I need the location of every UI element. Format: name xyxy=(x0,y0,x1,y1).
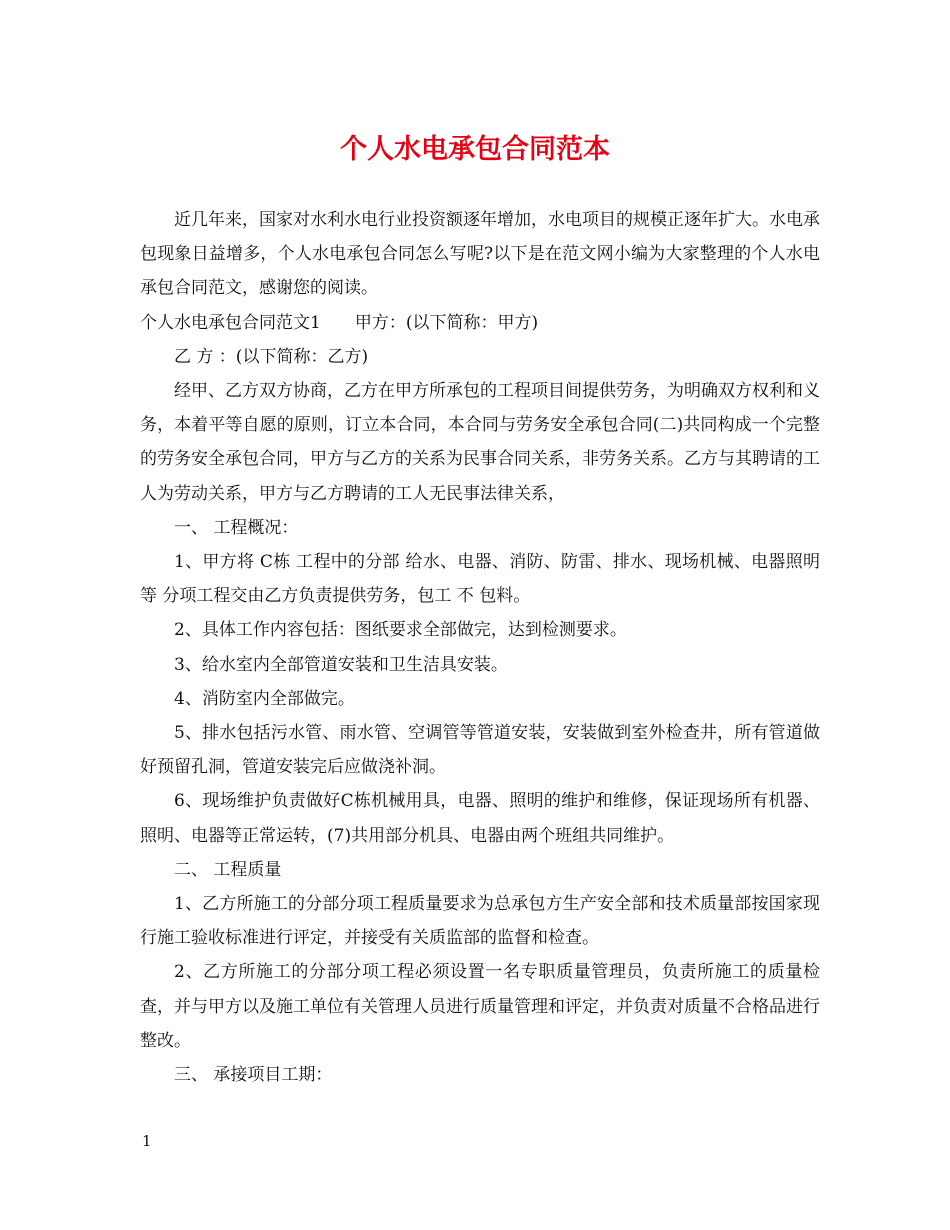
clause-3-water-supply: 3、给水室内全部管道安装和卫生洁具安装。 xyxy=(174,654,508,675)
quality-clause-1: 1、乙方所施工的分部分项工程质量要求为总承包方生产安全部和技术质量部按国家现行施工验收标准进行评定，并接受有关质监部的监督和检查。 xyxy=(140,894,820,949)
clause-4-fire-protection: 4、消防室内全部做完。 xyxy=(174,688,355,709)
section-heading-schedule: 三、 承接项目工期： xyxy=(174,1065,333,1086)
document-title: 个人水电承包合同范本 xyxy=(340,134,610,165)
quality-clause-2: 2、乙方所施工的分部分项工程必须设置一名专职质量管理员，负责所施工的质量检查，并与甲方以及施工单位有关管理人员进行质量管理和评定，并负责对质量不合格品进行整改。 xyxy=(140,962,820,1051)
contract-heading-party-a: 个人水电承包合同范文1 甲方：(以下简称：甲方) xyxy=(140,312,539,333)
intro-paragraph: 近几年来，国家对水利水电行业投资额逐年增加，水电项目的规模正逐年扩大。水电承包现象日益增多，个人水电承包合同怎么写呢?以下是在范文网小编为大家整理的个人水电承包合同范文，感谢您的阅读。 xyxy=(140,210,820,299)
section-heading-quality: 二、 工程质量 xyxy=(174,859,282,880)
clause-5-drainage: 5、排水包括污水管、雨水管、空调管等管道安装，安装做到室外检查井，所有管道做好预留孔洞，管道安装完后应做浇补洞。 xyxy=(140,723,820,778)
page-number: 1 xyxy=(142,1132,152,1150)
agreement-paragraph: 经甲、乙方双方协商，乙方在甲方所承包的工程项目间提供劳务，为明确双方权利和义务，本着平等自愿的原则，订立本合同，本合同与劳务安全承包合同(二)共同构成一个完整的劳务安全承包合同，甲方与乙方的关系为民事合同关系，非劳务关系。乙方与其聘请的工人为劳动关系，甲方与乙方聘请的工人无民事法律关系， xyxy=(140,381,820,504)
clause-6-maintenance: 6、现场维护负责做好C栋机械用具，电器、照明的维护和维修，保证现场所有机器、照明、电器等正常运转，(7)共用部分机具、电器由两个班组共同维护。 xyxy=(140,791,820,846)
clause-1-scope: 1、甲方将 C栋 工程中的分部 给水、电器、消防、防雷、排水、现场机械、电器照明等 分项工程交由乙方负责提供劳务，包工 不 包料。 xyxy=(140,552,820,607)
party-b-line: 乙 方 ：(以下简称：乙方) xyxy=(174,346,369,367)
section-heading-project-overview: 一、 工程概况： xyxy=(174,517,299,538)
document-body xyxy=(140,203,820,1092)
clause-2-work-content: 2、具体工作内容包括：图纸要求全部做完，达到检测要求。 xyxy=(174,620,627,641)
